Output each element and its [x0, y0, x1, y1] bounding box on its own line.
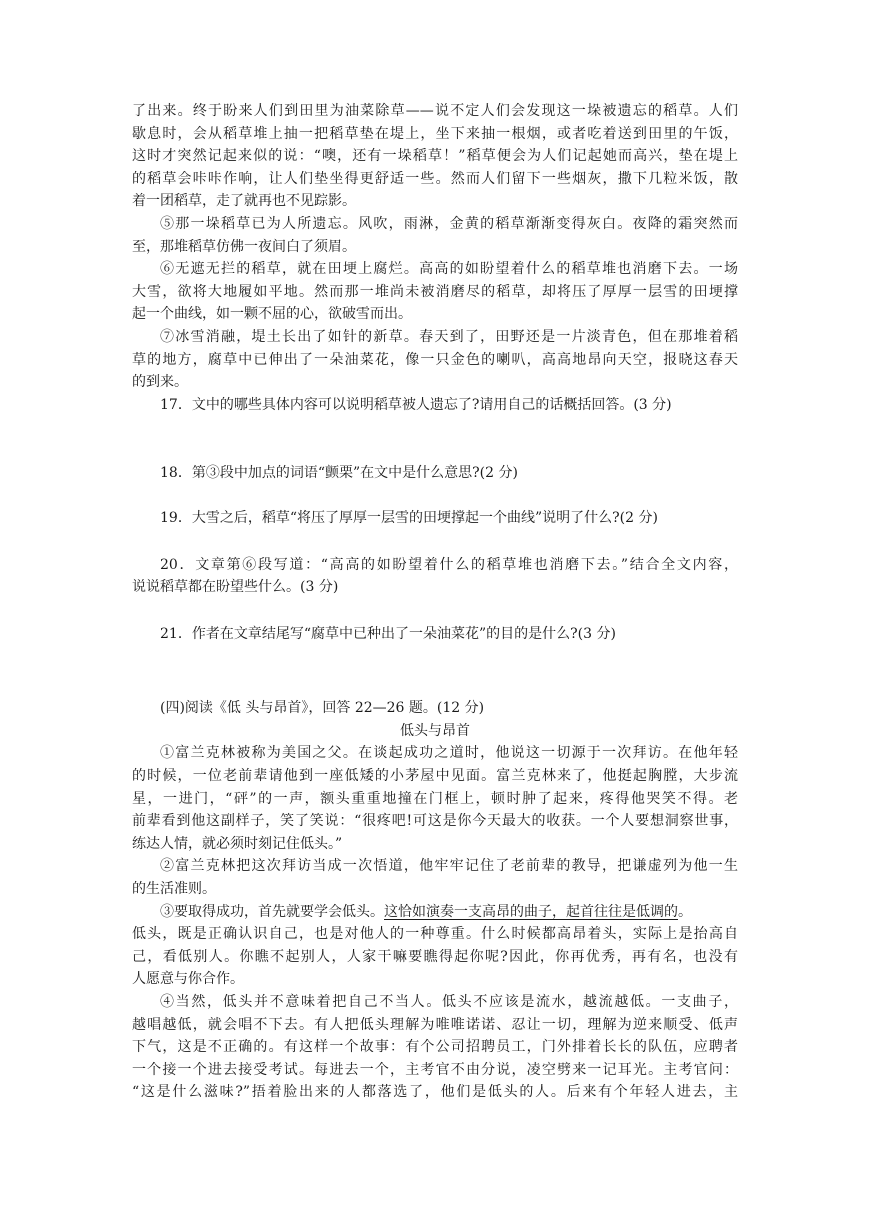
s4-paragraph-3 [132, 901, 738, 991]
text-line: 练达人情，就必须时刻记住低头。” [132, 835, 343, 852]
text-line: 的到来。 [132, 374, 188, 391]
text-line [132, 901, 738, 924]
text-line: 至，那堆稻草仿佛一夜间白了须眉。 [132, 238, 356, 255]
paragraph-4 [132, 100, 738, 213]
text-line: 人愿意与你合作。 [132, 971, 244, 988]
text-line: 说说稻草都在盼望些什么。(3 分) [132, 579, 339, 596]
paragraph-5 [132, 213, 738, 258]
text-line: 己，看低别人。你瞧不起别人，人家干嘛要瞧得起你呢?因此，你再优秀，再有名，也没有 [132, 948, 738, 965]
answer-space [132, 599, 738, 623]
underlined-sentence: 这恰如演奏一支高昂的曲子，起首往往是低调的 [384, 903, 678, 920]
s4-paragraph-1 [132, 742, 738, 855]
text-line: ⑥无遮无拦的稻草，就在田埂上腐烂。高高的如盼望着什么的稻草堆也消磨下去。一场 [160, 261, 738, 278]
answer-space [132, 485, 738, 507]
text-line: 下气，这是不正确的。有这样一个故事：有个公司招聘员工，门外排着长长的队伍，应聘者 [132, 1039, 738, 1056]
sentence: ③要取得成功，首先就要学会低头。 [160, 903, 384, 920]
text-line: 草的地方，腐草中已伸出了一朵油菜花，像一只金色的喇叭，高高地昂向天空，报晓这春天 [132, 351, 738, 368]
text-line: ②富兰克林把这次拜访当成一次悟道，他牢牢记住了老前辈的教导，把谦虚列为他一生 [160, 858, 738, 875]
paragraph-7 [132, 326, 738, 394]
answer-space [132, 645, 738, 697]
question-17: 17．文中的哪些具体内容可以说明稻草被人遗忘了?请用自己的话概括回答。(3 分) [160, 396, 672, 413]
text-line: 的生活准则。 [132, 881, 216, 898]
text-line: 低头，既是正确认识自己，也是对他人的一种尊重。什么时候都高昂着头，实际上是抬高自 [132, 926, 738, 943]
answer-space [132, 416, 738, 462]
text-line: 前辈看到他这副样子，笑了笑说：“很疼吧!可这是你今天最大的收获。一个人要想洞察世事， [132, 813, 738, 830]
text-line: “这是什么滋味?”捂着脸出来的人都落选了，他们是低头的人。后来有个年轻人进去，主 [132, 1084, 738, 1101]
text-line: 越唱越低，就会唱不下去。有人把低头理解为唯唯诺诺、忍让一切，理解为逆来顺受、低声 [132, 1016, 738, 1033]
answer-space [132, 530, 738, 554]
text-line: ⑦冰雪消融，堤土长出了如针的新草。春天到了，田野还是一片淡青色，但在那堆着稻 [160, 328, 738, 345]
text-line: 20．文章第⑥段写道：“高高的如盼望着什么的稻草堆也消磨下去。”结合全文内容， [160, 556, 738, 573]
text-line: 着一团稻草，走了就再也不见踪影。 [132, 193, 356, 210]
section-heading: (四)阅读《低 头与昂首》，回答 22—26 题。(12 分) [160, 700, 485, 717]
text-line: 歇息时，会从稻草堆上抽一把稻草垫在堤上，坐下来抽一根烟，或者吃着送到田里的午饭， [132, 125, 738, 142]
question-18: 18．第③段中加点的词语“颤栗”在文中是什么意思?(2 分) [160, 465, 518, 482]
text-line: 了出来。终于盼来人们到田里为油菜除草——说不定人们会发现这一垛被遗忘的稻草。人们 [132, 103, 738, 119]
paragraph-6 [132, 258, 738, 326]
text-line: 起一个曲线，如一颗不屈的心，欲破雪而出。 [132, 306, 412, 323]
s4-paragraph-4 [132, 991, 738, 1104]
text-line: 一个接一个进去接受考试。每进去一个，主考官不由分说，凌空劈来一记耳光。主考官问： [132, 1061, 738, 1078]
passage-title: 低头与昂首 [400, 722, 470, 739]
question-20 [132, 554, 738, 599]
text-line: ⑤那一垛稻草已为人所遗忘。风吹，雨淋，金黄的稻草渐渐变得灰白。夜降的霜突然而 [160, 215, 738, 232]
text-line: 星，一进门，“砰”的一声，额头重重地撞在门框上，顿时肿了起来，疼得他哭笑不得。老 [132, 790, 738, 807]
text-line: 的稻草会咔咔作响，让人们垫坐得更舒适一些。然而人们留下一些烟灰，撒下几粒米饭，散 [132, 170, 738, 187]
question-19: 19．大雪之后，稻草“将压了厚厚一层雪的田埂撑起一个曲线”说明了什么?(2 分) [160, 509, 658, 526]
s4-paragraph-2 [132, 855, 738, 900]
question-21: 21．作者在文章结尾写“腐草中已种出了一朵油菜花”的目的是什么?(3 分) [160, 625, 616, 642]
page-content [132, 100, 738, 1104]
text-line: ①富兰克林被称为美国之父。在谈起成功之道时，他说这一切源于一次拜访。在他年轻 [160, 745, 738, 762]
text-line: 的时候，一位老前辈请他到一座低矮的小茅屋中见面。富兰克林来了，他挺起胸膛，大步流 [132, 768, 738, 785]
text-line: ④当然，低头并不意味着把自己不当人。低头不应该是流水，越流越低。一支曲子， [160, 994, 738, 1010]
text-line: 大雪，欲将大地履如平地。然而那一堆尚未被消磨尽的稻草，却将压了厚厚一层雪的田埂撑 [132, 283, 738, 300]
text-line: 这时才突然记起来似的说：“噢，还有一垛稻草！”稻草便会为人们记起她而高兴，垫在堤上 [132, 148, 738, 165]
punctuation: 。 [678, 903, 692, 920]
